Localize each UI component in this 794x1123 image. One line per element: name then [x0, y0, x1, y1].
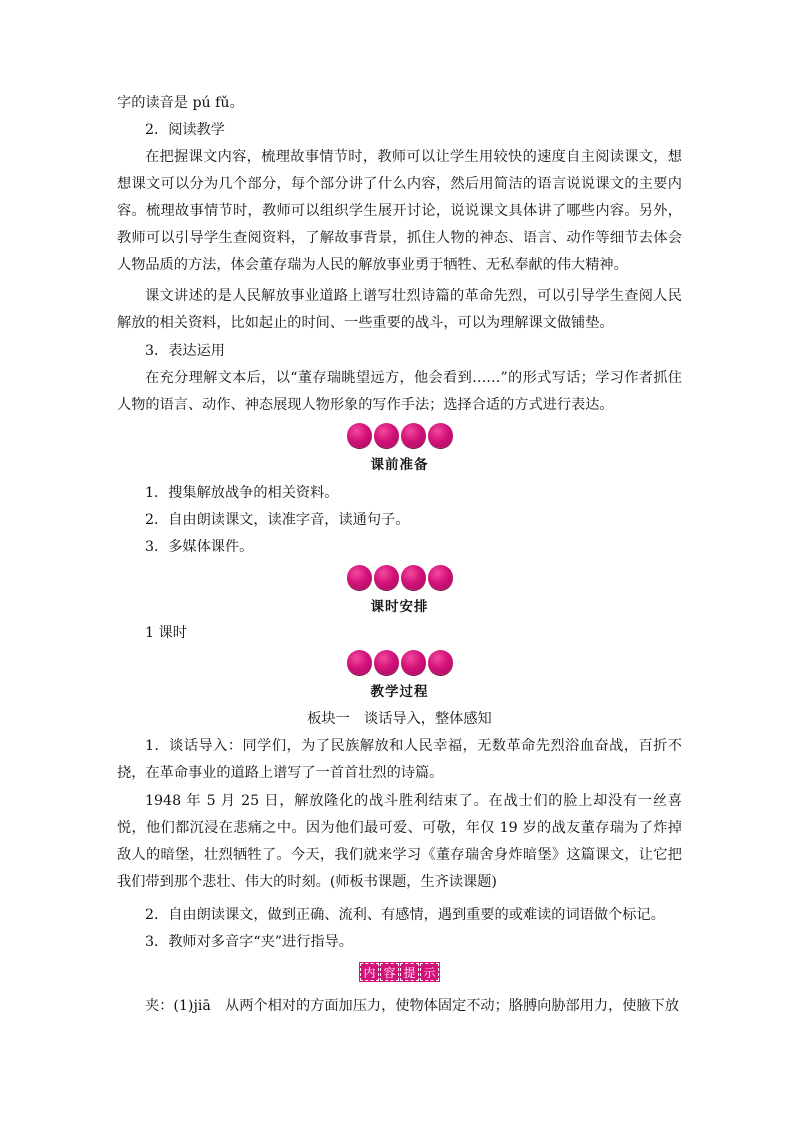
- block-one-title: 板块一 谈话导入，整体感知: [307, 711, 492, 727]
- ball-icon: [347, 650, 372, 675]
- heading-reading-teaching: 2．阅读教学: [145, 122, 225, 138]
- section-title-prep: 课前准备: [370, 457, 429, 473]
- process-intro: 1．谈话导入：同学们，为了民族解放和人民幸福，无数革命先烈浴血奋战，百折不挠，在革命事业的道路上谱写了一首首壮烈的诗篇。: [117, 738, 682, 781]
- schedule-text: 1 课时: [145, 625, 187, 641]
- ball-icon: [347, 423, 372, 448]
- heading-expression: 3．表达运用: [145, 343, 225, 359]
- paragraph-reading-2: 课文讲述的是人民解放事业道路上谱写壮烈诗篇的革命先烈，可以引导学生查阅人民解放的相关资料，比如起止的时间、一些重要的战斗，可以为理解课文做铺垫。: [117, 288, 682, 331]
- section-schedule: [117, 565, 682, 615]
- ball-icon: [401, 565, 426, 590]
- section-process: [117, 650, 682, 700]
- ball-icon: [374, 565, 399, 590]
- decorative-balls: [117, 423, 682, 449]
- process-step-2: 2．自由朗读课文，做到正确、流利、有感情，遇到重要的或难读的词语做个标记。: [145, 907, 665, 923]
- paragraph-reading-1: 在把握课文内容，梳理故事情节时，教师可以让学生用较快的速度自主阅读课文，想想课文可以分为几个部分，每个部分讲了什么内容，然后用简洁的语言说说课文的主要内容。梳理故事情节时，教师可以组织学生展开讨论，说说课文具体讲了哪些内容。另外，教师可以引导学生查阅资料，了解故事背景，抓住人物的神态、语言、动作等细节去体会人物品质的方法，体会董存瑞为人民的解放事业勇于牺牲、无私奉献的伟大精神。: [117, 149, 682, 273]
- polyphone-entry: 夹：(1)jiā 从两个相对的方面加压力，使物体固定不动；胳膊向胁部用力，使腋下放: [145, 998, 680, 1014]
- process-step-3: 3．教师对多音字“夹”进行指导。: [145, 934, 353, 950]
- section-title-schedule: 课时安排: [370, 599, 429, 615]
- ball-icon: [374, 423, 399, 448]
- ball-icon: [428, 650, 453, 675]
- ball-icon: [347, 565, 372, 590]
- ball-icon: [428, 565, 453, 590]
- ball-icon: [401, 423, 426, 448]
- content-hint-badge: [117, 963, 682, 981]
- hint-char: 容: [380, 963, 399, 981]
- decorative-balls: [117, 565, 682, 591]
- ball-icon: [374, 650, 399, 675]
- decorative-balls: [117, 650, 682, 676]
- ball-icon: [428, 423, 453, 448]
- paragraph-expression: 在充分理解文本后，以“董存瑞眺望远方，他会看到……”的形式写话；学习作者抓住人物的语言、动作、神态展现人物形象的写作手法；选择合适的方式进行表达。: [117, 370, 682, 413]
- paragraph-pinyin: 字的读音是 pú fǔ。: [117, 95, 244, 111]
- prep-item-1: 1．搜集解放战争的相关资料。: [145, 485, 339, 501]
- hint-char: 示: [420, 963, 439, 981]
- section-title-process: 教学过程: [370, 684, 429, 700]
- hint-char: 内: [360, 963, 379, 981]
- prep-item-3: 3．多媒体课件。: [145, 539, 254, 555]
- process-story: 1948 年 5 月 25 日，解放隆化的战斗胜利结束了。在战士们的脸上却没有一丝喜悦，他们都沉浸在悲痛之中。因为他们最可爱、可敬，年仅 19 岁的战友董存瑞为了炸掉敌人的暗堡，壮烈牺牲了。今天，我们就来学习《董存瑞舍身炸暗堡》这篇课文，让它把我们带到那个悲壮、伟大的时刻。(师板书课题，生齐读课题): [117, 793, 682, 890]
- hint-char: 提: [400, 963, 419, 981]
- prep-item-2: 2．自由朗读课文，读准字音，读通句子。: [145, 512, 410, 528]
- section-prep: [117, 423, 682, 473]
- ball-icon: [401, 650, 426, 675]
